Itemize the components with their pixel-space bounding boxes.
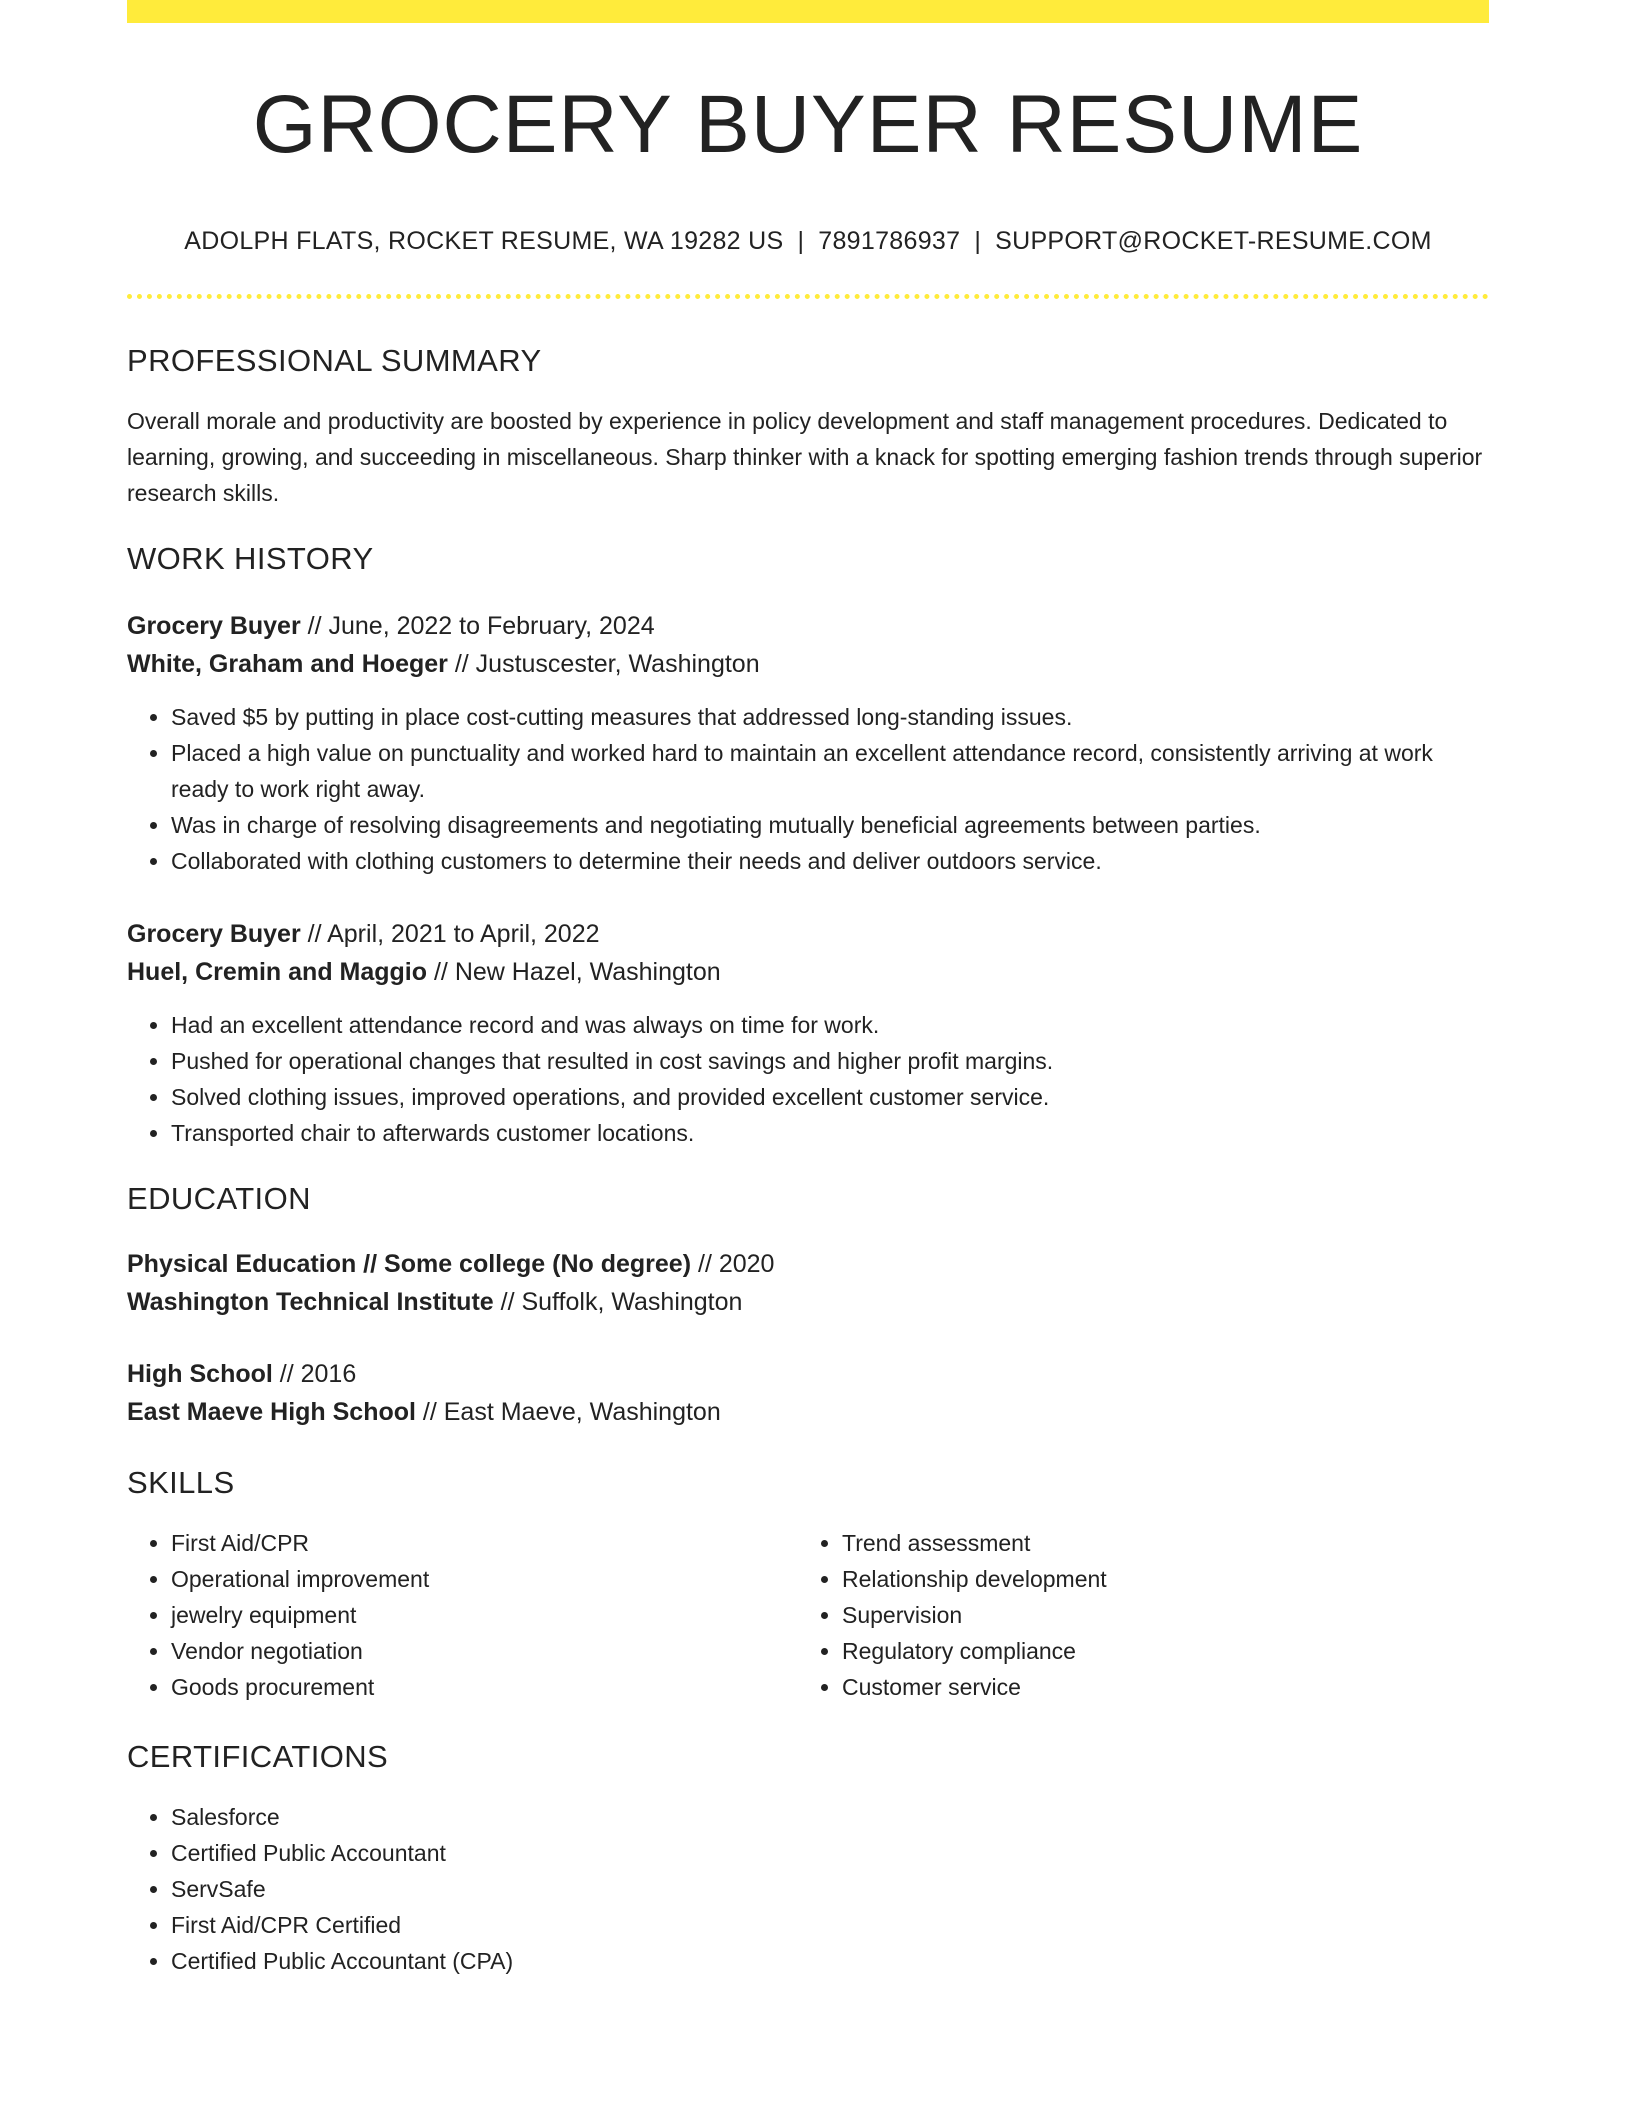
education-entry (127, 1245, 1489, 1321)
job-location: // New Hazel, Washington (427, 958, 721, 987)
job-company: White, Graham and Hoeger (127, 650, 448, 679)
certifications-heading: CERTIFICATIONS (127, 1739, 389, 1775)
list-item: • Placed a high value on punctuality and worked hard to maintain an excellent attendance record, consistently arriving at work ready to work right away. (171, 735, 1489, 807)
summary-text: Overall morale and productivity are boosted by experience in policy development and staff management procedures. Dedicated to learning, growing, and succeeding in miscellaneous. Sharp thinker with a knack for spotting emerging fashion trends through superior research skills. (127, 408, 1483, 507)
resume-title: GROCERY BUYER RESUME (252, 79, 1364, 170)
job-entry (127, 607, 1489, 879)
skills-heading: SKILLS (127, 1465, 235, 1501)
education-degree-line (127, 1245, 1489, 1283)
education-heading: EDUCATION (127, 1181, 311, 1217)
list-item: • Certified Public Accountant (CPA) (171, 1943, 1489, 1979)
list-item: • Was in charge of resolving disagreements and negotiating mutually beneficial agreements between parties. (171, 807, 1489, 843)
list-item: • First Aid/CPR (171, 1525, 798, 1561)
resume-page (127, 0, 1489, 1979)
education-year: // 2016 (272, 1360, 357, 1389)
job-company-line (127, 953, 1489, 991)
skills-grid (127, 1525, 1489, 1705)
contact-line (127, 227, 1489, 256)
list-item: • Regulatory compliance (842, 1633, 1469, 1669)
list-item: • Salesforce (171, 1799, 1489, 1835)
work-history-heading: WORK HISTORY (127, 541, 374, 577)
education-school-line (127, 1283, 1489, 1321)
skills-list-left (127, 1525, 798, 1705)
summary-heading: PROFESSIONAL SUMMARY (127, 343, 542, 379)
education-location: // East Maeve, Washington (415, 1398, 721, 1427)
list-item: • Transported chair to afterwards customer locations. (171, 1115, 1489, 1151)
certifications-list (127, 1799, 1489, 1979)
list-item: • Certified Public Accountant (171, 1835, 1489, 1871)
education-school: East Maeve High School (127, 1398, 416, 1427)
skills-list-right (798, 1525, 1469, 1705)
job-bullets (127, 699, 1489, 879)
education-location: // Suffolk, Washington (493, 1288, 743, 1317)
education-year: // 2020 (691, 1250, 775, 1279)
job-title-line (127, 607, 1489, 645)
accent-top-bar (127, 0, 1489, 23)
contact-address: ADOLPH FLATS, ROCKET RESUME, WA 19282 US (184, 227, 784, 256)
list-item: • Supervision (842, 1597, 1469, 1633)
job-title: Grocery Buyer (127, 612, 301, 641)
job-dates: // April, 2021 to April, 2022 (300, 920, 600, 949)
education-degree: High School (127, 1360, 273, 1389)
dotted-divider (127, 294, 1489, 299)
contact-separator: | (974, 227, 982, 256)
contact-phone: 7891786937 (818, 227, 961, 256)
list-item: • Operational improvement (171, 1561, 798, 1597)
list-item: • Vendor negotiation (171, 1633, 798, 1669)
education-school: Washington Technical Institute (127, 1288, 494, 1317)
list-item: • Solved clothing issues, improved operations, and provided excellent customer service. (171, 1079, 1489, 1115)
job-dates: // June, 2022 to February, 2024 (300, 612, 655, 641)
job-title-line (127, 915, 1489, 953)
job-company-line (127, 645, 1489, 683)
job-location: // Justuscester, Washington (447, 650, 760, 679)
job-company: Huel, Cremin and Maggio (127, 958, 428, 987)
education-degree-line (127, 1355, 1489, 1393)
list-item: • Trend assessment (842, 1525, 1469, 1561)
contact-email: SUPPORT@ROCKET-RESUME.COM (995, 227, 1432, 256)
education-entry (127, 1355, 1489, 1431)
list-item: • Had an excellent attendance record and was always on time for work. (171, 1007, 1489, 1043)
contact-separator: | (797, 227, 805, 256)
education-degree: Physical Education // Some college (No degree) (127, 1250, 692, 1279)
list-item: • Customer service (842, 1669, 1469, 1705)
job-entry (127, 915, 1489, 1151)
list-item: • Goods procurement (171, 1669, 798, 1705)
list-item: • ServSafe (171, 1871, 1489, 1907)
list-item: • Pushed for operational changes that resulted in cost savings and higher profit margins. (171, 1043, 1489, 1079)
list-item: • Relationship development (842, 1561, 1469, 1597)
list-item: • Saved $5 by putting in place cost-cutting measures that addressed long-standing issues. (171, 699, 1489, 735)
list-item: • jewelry equipment (171, 1597, 798, 1633)
job-bullets (127, 1007, 1489, 1151)
list-item: • Collaborated with clothing customers to determine their needs and deliver outdoors service. (171, 843, 1489, 879)
list-item: • First Aid/CPR Certified (171, 1907, 1489, 1943)
education-school-line (127, 1393, 1489, 1431)
job-title: Grocery Buyer (127, 920, 301, 949)
